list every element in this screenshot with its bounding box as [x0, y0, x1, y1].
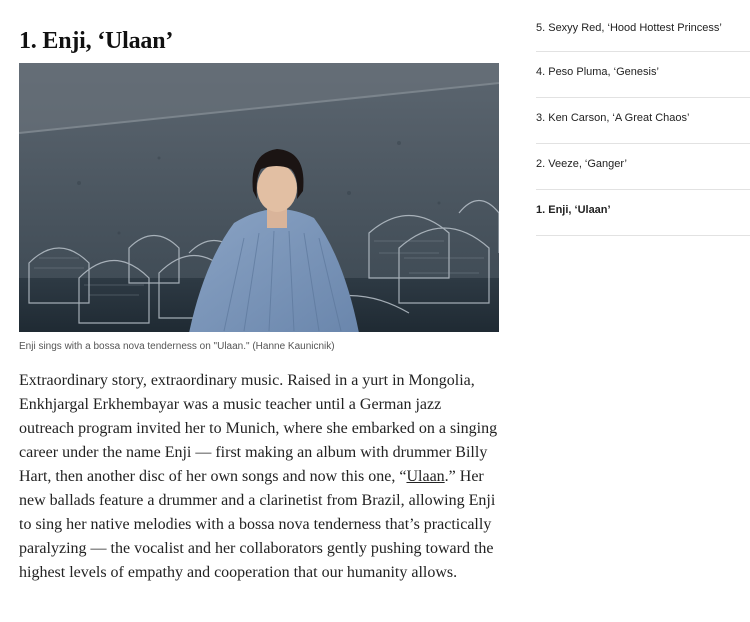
article-body-text-end: .” Her new ballads feature a drummer and a clarinetist from Brazil, allowing Enji to sing her native melodies with a bossa nova tenderness that’s practically paralyzing — the vocalist and her collaborators gently pushing toward the highest levels of empathy and cooperation that our humanity allows. — [19, 468, 496, 581]
article-photo — [19, 63, 499, 332]
article — [19, 0, 499, 585]
sidebar-item-veeze[interactable]: 2. Veeze, ‘Ganger’ — [536, 144, 750, 190]
ranking-sidebar — [536, 6, 750, 236]
photo-caption: Enji sings with a bossa nova tenderness on "Ulaan." (Hanne Kaunicnik) — [19, 341, 335, 352]
sidebar-item-sexyy-red[interactable]: 5. Sexyy Red, ‘Hood Hottest Princess’ — [536, 6, 750, 52]
article-headline: 1. Enji, ‘Ulaan’ — [19, 28, 174, 54]
sidebar-item-peso-pluma[interactable]: 4. Peso Pluma, ‘Genesis’ — [536, 52, 750, 98]
sidebar-item-ken-carson[interactable]: 3. Ken Carson, ‘A Great Chaos’ — [536, 98, 750, 144]
article-body — [19, 369, 499, 585]
article-body-text-start: Extraordinary story, extraordinary music. Raised in a yurt in Mongolia, Enkhjargal Erkhembayar was a music teacher until a German jazz outreach program invited her to Munich, where she embarked on a singing career under the name Enji — first making an album with drummer Billy Hart, then another disc of her own songs and now this one, “ — [19, 372, 498, 485]
sidebar-item-enji[interactable]: 1. Enji, ‘Ulaan’ — [536, 190, 750, 236]
ulaan-link[interactable]: Ulaan — [406, 468, 445, 485]
